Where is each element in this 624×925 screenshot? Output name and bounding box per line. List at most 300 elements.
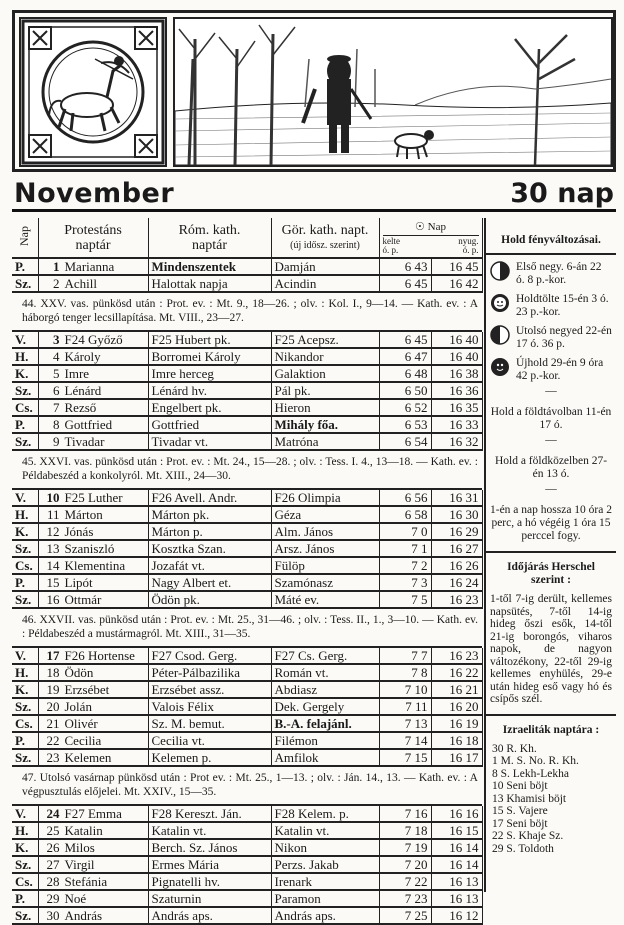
protestant-name xyxy=(38,664,148,681)
greek-catholic-name: Paramon xyxy=(271,890,379,907)
day-row xyxy=(12,557,482,574)
israelite-entry: 1 M. S. No. R. Kh. xyxy=(492,755,579,767)
sunrise: 7 20 xyxy=(379,856,431,873)
protestant-name-text: Jónás xyxy=(64,524,94,539)
weather-text: 1-től 7-ig derült, kellemes napsütés, 7-től 14-ig hideg őszi esők, 14-től 21-ig borongós, viharos napok, de nagyon változékony, 22-től 29-ig kellemes enyhülés, 29-e után hideg eső vagy hó és csípős szél. xyxy=(490,593,612,705)
protestant-name xyxy=(38,348,148,365)
roman-catholic-name: Szaturnin xyxy=(148,890,271,907)
sunset: 16 13 xyxy=(431,873,482,890)
weekday: Sz. xyxy=(12,540,38,557)
greek-catholic-name: B.-A. felajánl. xyxy=(271,715,379,732)
sunset: 16 26 xyxy=(431,557,482,574)
israelite-entry: 15 S. Vajere xyxy=(492,805,548,817)
protestant-name-text: Noé xyxy=(64,891,87,906)
protestant-name-text: Szaniszló xyxy=(64,541,115,556)
protestant-name xyxy=(38,557,148,574)
sunrise: 6 58 xyxy=(379,506,431,523)
weekday: Cs. xyxy=(12,715,38,732)
day-number: 28 xyxy=(46,874,60,889)
sunrise: 7 0 xyxy=(379,523,431,540)
moon-phase-text: Első negy. 6-án 22 ó. 8 p.-kor. xyxy=(516,261,602,286)
roman-catholic-name: Ermes Mária xyxy=(148,856,271,873)
israelite-entry: 30 R. Kh. xyxy=(492,742,537,755)
protestant-name-text: Achill xyxy=(64,276,97,291)
roman-catholic-name: F26 Avell. Andr. xyxy=(148,490,271,506)
sunrise: 6 45 xyxy=(379,332,431,348)
protestant-name-text: F25 Luther xyxy=(64,490,123,505)
sunrise: 7 1 xyxy=(379,540,431,557)
greek-catholic-name: Katalin vt. xyxy=(271,822,379,839)
sunset: 16 23 xyxy=(431,591,482,608)
greek-catholic-name: Amfilok xyxy=(271,749,379,766)
protestant-name xyxy=(38,749,148,766)
header-illustration xyxy=(12,10,616,172)
greek-catholic-name: Géza xyxy=(271,506,379,523)
sunrise: 6 50 xyxy=(379,382,431,399)
protestant-name xyxy=(38,506,148,523)
day-number: 14 xyxy=(46,558,60,573)
sunset: 16 23 xyxy=(431,648,482,664)
sunrise: 7 18 xyxy=(379,822,431,839)
roman-catholic-name: F27 Csod. Gerg. xyxy=(148,648,271,664)
roman-catholic-name: Mindenszentek xyxy=(148,259,271,275)
day-row xyxy=(12,506,482,523)
sagittarius-emblem xyxy=(19,17,167,167)
protestant-name-text: F27 Emma xyxy=(64,806,122,821)
protestant-name xyxy=(38,591,148,608)
sunrise: 6 43 xyxy=(379,259,431,275)
protestant-name-text: Olivér xyxy=(64,716,98,731)
greek-catholic-name: Mihály főa. xyxy=(271,416,379,433)
greek-catholic-name: Dek. Gergely xyxy=(271,698,379,715)
weekday: P. xyxy=(12,890,38,907)
roman-catholic-name: Borromei Károly xyxy=(148,348,271,365)
greek-catholic-name: Filémon xyxy=(271,732,379,749)
roman-catholic-name: F25 Hubert pk. xyxy=(148,332,271,348)
roman-catholic-name: Halottak napja xyxy=(148,275,271,292)
protestant-name xyxy=(38,490,148,506)
greek-catholic-name: Fülöp xyxy=(271,557,379,574)
weekday: H. xyxy=(12,822,38,839)
protestant-name-text: Stefánia xyxy=(64,874,108,889)
roman-catholic-name: Lénárd hv. xyxy=(148,382,271,399)
protestant-name-text: Kelemen xyxy=(64,750,112,765)
weekday: K. xyxy=(12,681,38,698)
sunset: 16 40 xyxy=(431,332,482,348)
greek-catholic-name: Abdiasz xyxy=(271,681,379,698)
israelite-entry: 29 S. Toldoth xyxy=(492,842,554,855)
sunrise: 7 22 xyxy=(379,873,431,890)
protestant-name-text: F26 Hortense xyxy=(64,648,135,663)
day-number: 20 xyxy=(46,699,60,714)
greek-catholic-name: F28 Kelem. p. xyxy=(271,806,379,822)
greek-catholic-name: András aps. xyxy=(271,907,379,924)
calendar-table xyxy=(12,218,482,925)
sunrise: 7 10 xyxy=(379,681,431,698)
roman-catholic-name: Katalin vt. xyxy=(148,822,271,839)
month-title-bar xyxy=(12,178,616,212)
greek-catholic-name: Szamónasz xyxy=(271,574,379,591)
protestant-name xyxy=(38,275,148,292)
weekday: Sz. xyxy=(12,275,38,292)
day-number: 1 xyxy=(53,259,60,274)
sunset: 16 29 xyxy=(431,523,482,540)
sunrise: 7 25 xyxy=(379,907,431,924)
sunrise: 6 54 xyxy=(379,433,431,450)
sunset: 16 33 xyxy=(431,416,482,433)
roman-catholic-name: Pignatelli hv. xyxy=(148,873,271,890)
protestant-name-text: Cecilia xyxy=(64,733,102,748)
weekday: Cs. xyxy=(12,557,38,574)
protestant-name-text: Jolán xyxy=(64,699,92,714)
day-number: 5 xyxy=(53,366,60,381)
sunset: 16 14 xyxy=(431,856,482,873)
header-sun: ☉ Nap kelte nyug. ó. p. ó. p. xyxy=(379,218,482,258)
protestant-name-text: Marianna xyxy=(64,259,115,274)
protestant-name-text: Virgil xyxy=(64,857,95,872)
day-row xyxy=(12,681,482,698)
day-row xyxy=(12,839,482,856)
sunrise: 7 5 xyxy=(379,591,431,608)
roman-catholic-name: Cecilia vt. xyxy=(148,732,271,749)
roman-catholic-name: Berch. Sz. János xyxy=(148,839,271,856)
dash-separator: — xyxy=(545,483,557,495)
sunrise: 7 16 xyxy=(379,806,431,822)
moon-phase-item xyxy=(490,293,612,319)
day-number: 2 xyxy=(53,276,60,291)
protestant-name xyxy=(38,907,148,924)
israelite-list xyxy=(486,743,616,856)
weekday: H. xyxy=(12,664,38,681)
protestant-name-text: Ottmár xyxy=(64,592,102,607)
greek-catholic-name: Nikon xyxy=(271,839,379,856)
month-title: November xyxy=(14,178,175,209)
sunset: 16 24 xyxy=(431,574,482,591)
day-number: 8 xyxy=(53,417,60,432)
roman-catholic-name: Nagy Albert et. xyxy=(148,574,271,591)
day-row xyxy=(12,732,482,749)
weekday: K. xyxy=(12,523,38,540)
day-row xyxy=(12,275,482,292)
moon-phase-text: Utolsó negyed 22-én 17 ó. 36 p. xyxy=(516,325,612,350)
protestant-name-text: Lipót xyxy=(64,575,93,590)
day-number: 9 xyxy=(53,434,60,449)
days-count: 30 nap xyxy=(510,178,614,209)
roman-catholic-name: Gottfried xyxy=(148,416,271,433)
weekday: Cs. xyxy=(12,399,38,416)
day-row xyxy=(12,873,482,890)
protestant-name-text: Klementina xyxy=(64,558,126,573)
weekday: K. xyxy=(12,839,38,856)
calendar-header xyxy=(12,218,483,259)
day-row xyxy=(12,433,482,450)
sidebar xyxy=(484,218,616,892)
protestant-name xyxy=(38,540,148,557)
protestant-name xyxy=(38,574,148,591)
day-row xyxy=(12,822,482,839)
sunset: 16 30 xyxy=(431,506,482,523)
sunset: 16 22 xyxy=(431,664,482,681)
sunday-gospel-note: 44. XXV. vas. pünkösd után : Prot. ev. : Mt. 9., 18—26. ; olv. : Kol. I., 9—14. — Kath. ev. : A háborgó tenger lecsillapítása. Mt. VIII., 23—27. xyxy=(12,293,482,332)
protestant-name xyxy=(38,698,148,715)
day-number: 16 xyxy=(46,592,60,607)
roman-catholic-name: Kelemen p. xyxy=(148,749,271,766)
day-number: 19 xyxy=(46,682,60,697)
roman-catholic-name: Sz. M. bemut. xyxy=(148,715,271,732)
roman-catholic-name: Ödön pk. xyxy=(148,591,271,608)
greek-catholic-name: Arsz. János xyxy=(271,540,379,557)
hunter-with-dog-icon xyxy=(175,19,611,165)
sunrise: 6 45 xyxy=(379,275,431,292)
day-number: 17 xyxy=(46,648,60,663)
sunset: 16 38 xyxy=(431,365,482,382)
protestant-name xyxy=(38,806,148,822)
roman-catholic-name: F28 Kereszt. Ján. xyxy=(148,806,271,822)
moon-phase-text: Újhold 29-én 9 óra 42 p.-kor. xyxy=(516,357,604,382)
greek-catholic-name: F26 Olimpia xyxy=(271,490,379,506)
day-number: 13 xyxy=(46,541,60,556)
week-table xyxy=(12,259,483,293)
protestant-name xyxy=(38,433,148,450)
israelite-entry: 17 Seni böjt xyxy=(492,817,548,830)
moon-perigee: Hold a földközelben 27-én 13 ó. xyxy=(494,455,608,480)
greek-catholic-name: Román vt. xyxy=(271,664,379,681)
day-number: 25 xyxy=(46,823,60,838)
greek-catholic-name: Irenark xyxy=(271,873,379,890)
full-moon-icon xyxy=(490,293,510,313)
day-row xyxy=(12,591,482,608)
sunset: 16 35 xyxy=(431,399,482,416)
roman-catholic-name: Márton p. xyxy=(148,523,271,540)
sunset: 16 15 xyxy=(431,822,482,839)
protestant-name xyxy=(38,523,148,540)
day-number: 4 xyxy=(53,349,60,364)
day-number: 11 xyxy=(46,507,60,522)
week-table xyxy=(12,332,483,451)
sunset: 16 40 xyxy=(431,348,482,365)
day-number: 22 xyxy=(46,733,60,748)
weekday: Sz. xyxy=(12,591,38,608)
roman-catholic-name: Valois Félix xyxy=(148,698,271,715)
greek-catholic-name: Pál pk. xyxy=(271,382,379,399)
day-number: 15 xyxy=(46,575,60,590)
weekday: V. xyxy=(12,490,38,506)
sunrise: 6 56 xyxy=(379,490,431,506)
sunrise: 7 19 xyxy=(379,839,431,856)
weekday: P. xyxy=(12,259,38,275)
sunday-gospel-note: 45. XXVI. vas. pünkösd után : Prot. ev. : Mt. 24., 15—28. ; olv. : Tess. I. 4., 13—18. — Kath. ev. : Példabeszéd a konkolyról. Mt. XIII., 24—30. xyxy=(12,451,482,490)
sunset: 16 32 xyxy=(431,433,482,450)
sunset: 16 42 xyxy=(431,275,482,292)
sunrise: 7 13 xyxy=(379,715,431,732)
sunset: 16 27 xyxy=(431,540,482,557)
greek-catholic-name: F25 Acepsz. xyxy=(271,332,379,348)
weekday: Sz. xyxy=(12,698,38,715)
moon-phases-title: Hold fényváltozásai. xyxy=(486,218,616,255)
sunset: 16 45 xyxy=(431,259,482,275)
greek-catholic-name: Nikandor xyxy=(271,348,379,365)
day-number: 6 xyxy=(53,383,60,398)
sunrise: 7 2 xyxy=(379,557,431,574)
protestant-name-text: Katalin xyxy=(64,823,103,838)
sunset: 16 36 xyxy=(431,382,482,399)
header-nap: Nap xyxy=(12,218,38,258)
dash-separator: — xyxy=(545,434,557,446)
roman-catholic-name: Márton pk. xyxy=(148,506,271,523)
day-number: 27 xyxy=(46,857,60,872)
protestant-name xyxy=(38,873,148,890)
day-number: 12 xyxy=(46,524,60,539)
protestant-name xyxy=(38,681,148,698)
roman-catholic-name: András aps. xyxy=(148,907,271,924)
moon-phase-text: Holdtölte 15-én 3 ó. 23 p.-kor. xyxy=(516,293,609,318)
roman-catholic-name: Erzsébet assz. xyxy=(148,681,271,698)
sunday-gospel-note: 47. Utolsó vasárnap pünkösd után : Prot ev. : Mt. 25., 1—13. ; olv. : Ján. 14., 13. — Kath. ev. : A végpusztulás előjelei. Mt. XXIV., 15—35. xyxy=(12,767,482,806)
day-number: 26 xyxy=(46,840,60,855)
week-table xyxy=(12,648,483,767)
sunset: 16 17 xyxy=(431,749,482,766)
protestant-name-text: Ödön xyxy=(64,665,94,680)
greek-catholic-name: F27 Cs. Gerg. xyxy=(271,648,379,664)
new-moon-icon xyxy=(490,357,510,377)
day-number: 3 xyxy=(53,332,60,347)
protestant-name xyxy=(38,365,148,382)
sun-icon: ☉ xyxy=(415,221,425,233)
roman-catholic-name: Kosztka Szan. xyxy=(148,540,271,557)
weekday: P. xyxy=(12,416,38,433)
protestant-name-text: F24 Győző xyxy=(64,332,123,347)
protestant-name-text: Károly xyxy=(64,349,101,364)
sunrise: 6 53 xyxy=(379,416,431,433)
day-row xyxy=(12,365,482,382)
protestant-name xyxy=(38,856,148,873)
weekday: Sz. xyxy=(12,856,38,873)
sunrise: 6 52 xyxy=(379,399,431,416)
protestant-name xyxy=(38,839,148,856)
moon-phase-item xyxy=(490,325,612,351)
protestant-name xyxy=(38,822,148,839)
roman-catholic-name: Imre herceg xyxy=(148,365,271,382)
sunset: 16 21 xyxy=(431,681,482,698)
protestant-name-text: Lénárd xyxy=(64,383,102,398)
day-number: 21 xyxy=(46,716,60,731)
roman-catholic-name: Jozafát vt. xyxy=(148,557,271,574)
protestant-name-text: Imre xyxy=(64,366,90,381)
sunrise: 7 14 xyxy=(379,732,431,749)
sunrise: 7 11 xyxy=(379,698,431,715)
protestant-name xyxy=(38,890,148,907)
moon-phase-item xyxy=(490,261,612,287)
protestant-name xyxy=(38,259,148,275)
moon-phases-list xyxy=(486,261,616,383)
weather-title: Időjárás Herschel szerint : xyxy=(507,561,595,586)
protestant-name xyxy=(38,416,148,433)
day-number: 18 xyxy=(46,665,60,680)
weekday: Sz. xyxy=(12,749,38,766)
day-row xyxy=(12,348,482,365)
protestant-name-text: Gottfried xyxy=(64,417,113,432)
header-roman-catholic: Róm. kath. naptár xyxy=(148,218,271,258)
day-row xyxy=(12,698,482,715)
day-row xyxy=(12,259,482,275)
day-length: 1-én a nap hossza 10 óra 2 perc, a hó végéig 1 óra 15 perccel fogy. xyxy=(490,504,612,542)
sunrise: 7 7 xyxy=(379,648,431,664)
day-number: 23 xyxy=(46,750,60,765)
sunrise: 7 23 xyxy=(379,890,431,907)
greek-catholic-name: Alm. János xyxy=(271,523,379,540)
sunset: 16 12 xyxy=(431,907,482,924)
week-table xyxy=(12,490,483,609)
weekday: P. xyxy=(12,574,38,591)
day-row xyxy=(12,540,482,557)
sunrise: 6 47 xyxy=(379,348,431,365)
protestant-name xyxy=(38,399,148,416)
hunter-scene xyxy=(173,17,613,167)
day-row xyxy=(12,907,482,924)
day-number: 10 xyxy=(46,490,60,505)
dash-separator: — xyxy=(545,385,557,397)
header-greek-catholic: Gör. kath. napt. (új idősz. szerint) xyxy=(271,218,379,258)
roman-catholic-name: Engelbert pk. xyxy=(148,399,271,416)
day-row xyxy=(12,664,482,681)
greek-catholic-name: Damján xyxy=(271,259,379,275)
weekday: Sz. xyxy=(12,382,38,399)
week-table xyxy=(12,806,483,925)
weekday: Sz. xyxy=(12,907,38,924)
protestant-name-text: Erzsébet xyxy=(64,682,110,697)
weekday: V. xyxy=(12,806,38,822)
day-number: 30 xyxy=(46,908,60,923)
sunset: 16 13 xyxy=(431,890,482,907)
day-row xyxy=(12,332,482,348)
israelite-entry: 13 Khamisi böjt xyxy=(492,792,567,805)
sunset: 16 16 xyxy=(431,806,482,822)
roman-catholic-name: Péter-Pálbazilika xyxy=(148,664,271,681)
day-row xyxy=(12,382,482,399)
day-row xyxy=(12,806,482,822)
weekday: Cs. xyxy=(12,873,38,890)
weekday: P. xyxy=(12,732,38,749)
day-row xyxy=(12,856,482,873)
sunset: 16 20 xyxy=(431,698,482,715)
protestant-name xyxy=(38,648,148,664)
weekday: V. xyxy=(12,648,38,664)
day-row xyxy=(12,523,482,540)
last-quarter-moon-icon xyxy=(490,325,510,345)
protestant-name xyxy=(38,732,148,749)
sunrise: 6 48 xyxy=(379,365,431,382)
sunrise: 7 15 xyxy=(379,749,431,766)
israelite-entry: 8 S. Lekh-Lekha xyxy=(492,767,569,780)
sunrise: 7 8 xyxy=(379,664,431,681)
protestant-name xyxy=(38,715,148,732)
greek-catholic-name: Galaktion xyxy=(271,365,379,382)
first-quarter-moon-icon xyxy=(490,261,510,281)
divider xyxy=(486,551,616,553)
protestant-name-text: Rezső xyxy=(64,400,97,415)
weekday: Sz. xyxy=(12,433,38,450)
israelite-title: Izraeliták naptára : xyxy=(502,723,600,736)
protestant-name-text: Milos xyxy=(64,840,95,855)
greek-catholic-name: Máté ev. xyxy=(271,591,379,608)
divider xyxy=(486,714,616,716)
weekday: K. xyxy=(12,365,38,382)
protestant-name-text: Tivadar xyxy=(64,434,105,449)
sunset: 16 18 xyxy=(431,732,482,749)
weekday: V. xyxy=(12,332,38,348)
day-row xyxy=(12,890,482,907)
protestant-name-text: András xyxy=(64,908,103,923)
